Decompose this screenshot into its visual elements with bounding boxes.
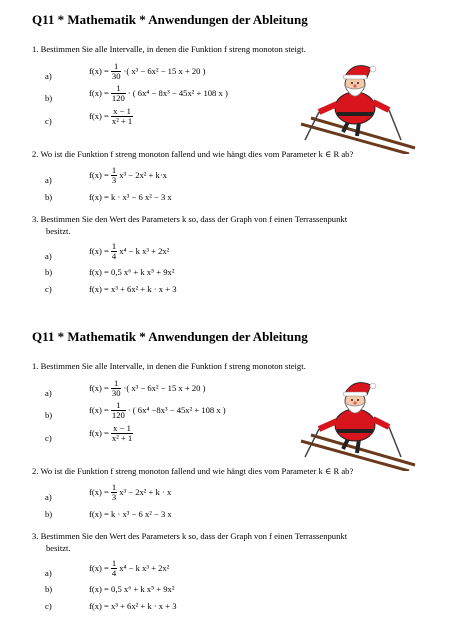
fraction-denominator: 30: [111, 70, 121, 81]
equation-rhs: · ( 6x⁴ − 8x³ − 45x² + 108 x ): [127, 88, 228, 99]
fraction-denominator: 120: [111, 92, 125, 103]
fraction-numerator: 1: [114, 378, 119, 388]
task-1c-equation: [89, 424, 135, 442]
task-1a-label: a): [45, 388, 52, 398]
fraction-numerator: 1: [116, 400, 121, 410]
equation-lhs: f(x) =: [89, 563, 109, 574]
fraction-denominator: 30: [111, 387, 121, 398]
task-3c-label: c): [45, 601, 52, 611]
task-2a-equation: [89, 166, 167, 184]
task-2a-label: a): [45, 175, 52, 185]
fraction: [111, 62, 122, 80]
fraction: [111, 107, 133, 125]
fraction: [111, 84, 126, 102]
task-1c-equation: [89, 107, 135, 125]
task-3a-label: a): [45, 251, 52, 261]
task-2b-label: b): [45, 192, 53, 202]
equation-rhs: x⁴ − k x³ + 2x²: [119, 246, 170, 257]
fraction: [111, 379, 122, 397]
fraction-numerator: x − 1: [113, 423, 131, 433]
fraction-numerator: x − 1: [113, 106, 131, 116]
fraction-denominator: x² + 1: [111, 432, 133, 443]
equation-lhs: f(x) =: [89, 88, 109, 99]
equation-rhs: · ( 6x⁴ −8x³ − 45x² + 108 x ): [127, 405, 226, 416]
fraction-numerator: 1: [111, 241, 117, 251]
equation-lhs: f(x) =: [89, 487, 109, 498]
fraction-numerator: 1: [116, 83, 121, 93]
task-3-text-continued: besitzt.: [46, 226, 71, 236]
task-3b-label: b): [45, 267, 53, 277]
fraction: [111, 559, 117, 577]
equation-rhs: x⁴ − k x³ + 2x²: [119, 563, 170, 574]
fraction-denominator: 120: [111, 409, 125, 420]
task-3c-label: c): [45, 284, 52, 294]
fraction-denominator: 3: [111, 491, 117, 502]
task-2b-equation: f(x) = k · x³ − 6 x² − 3 x: [89, 509, 172, 519]
fraction-denominator: x² + 1: [111, 115, 133, 126]
task-1a-equation: [89, 379, 205, 397]
page-title: Q11 * Mathematik * Anwendungen der Ableitung: [32, 12, 308, 27]
worksheet-bottom: [0, 317, 453, 637]
task-3c-equation: f(x) = x³ + 6x² + k · x + 3: [89, 601, 177, 611]
fraction: [111, 401, 126, 419]
task-1a-equation: [89, 62, 205, 80]
equation-rhs: x³ − 2x² + k·x: [119, 170, 167, 181]
task-1-text: 1. Bestimmen Sie alle Intervalle, in denen die Funktion f streng monoton steigt.: [32, 44, 306, 54]
fraction-numerator: 1: [111, 165, 117, 175]
task-2-text: 2. Wo ist die Funktion f streng monoton fallend und wie hängt dies vom Parameter k ∈ R ab?: [32, 149, 354, 159]
task-3-text: 3. Bestimmen Sie den Wert des Parameters k so, dass der Graph von f einen Terrassenpunkt: [32, 214, 348, 224]
task-1b-label: b): [45, 93, 53, 103]
task-1b-label: b): [45, 410, 53, 420]
task-1-text: 1. Bestimmen Sie alle Intervalle, in denen die Funktion f streng monoton steigt.: [32, 361, 306, 371]
equation-lhs: f(x) =: [89, 428, 109, 439]
task-3a-equation: [89, 559, 169, 577]
equation-rhs: ·( x³ − 6x² − 15 x + 20 ): [123, 383, 206, 394]
task-3a-equation: [89, 242, 169, 260]
task-3b-equation: f(x) = 0,5 x⁶ + k x⁵ + 9x²: [89, 267, 175, 277]
task-1b-equation: [89, 84, 228, 102]
task-1c-label: c): [45, 116, 52, 126]
equation-rhs: x³ − 2x² + k · x: [119, 487, 172, 498]
task-3c-equation: f(x) = x³ + 6x² + k · x + 3: [89, 284, 177, 294]
fraction-numerator: 1: [114, 61, 119, 71]
task-3-text-continued: besitzt.: [46, 543, 71, 553]
task-2a-equation: [89, 483, 171, 501]
task-1c-label: c): [45, 433, 52, 443]
fraction-denominator: 4: [111, 250, 117, 261]
equation-lhs: f(x) =: [89, 246, 109, 257]
equation-lhs: f(x) =: [89, 170, 109, 181]
fraction: [111, 166, 117, 184]
fraction-numerator: 1: [111, 558, 117, 568]
task-2-text: 2. Wo ist die Funktion f streng monoton fallend und wie hängt dies vom Parameter k ∈ R ab?: [32, 466, 354, 476]
task-1b-equation: [89, 401, 226, 419]
santa-skiing-icon: [297, 379, 417, 471]
fraction-numerator: 1: [111, 482, 117, 492]
fraction-denominator: 3: [111, 174, 117, 185]
equation-lhs: f(x) =: [89, 405, 109, 416]
santa-skiing-icon: [297, 62, 417, 154]
task-3-text: 3. Bestimmen Sie den Wert des Parameters k so, dass der Graph von f einen Terrassenpunkt: [32, 531, 348, 541]
equation-lhs: f(x) =: [89, 111, 109, 122]
task-2b-equation: f(x) = k · x³ − 6 x² − 3 x: [89, 192, 172, 202]
fraction-denominator: 4: [111, 567, 117, 578]
task-3b-label: b): [45, 584, 53, 594]
task-2a-label: a): [45, 492, 52, 502]
task-2b-label: b): [45, 509, 53, 519]
task-3b-equation: f(x) = 0,5 x⁶ + k x⁵ + 9x²: [89, 584, 175, 594]
fraction: [111, 424, 133, 442]
equation-lhs: f(x) =: [89, 383, 109, 394]
equation-rhs: ·( x³ − 6x² − 15 x + 20 ): [123, 66, 206, 77]
task-3a-label: a): [45, 568, 52, 578]
task-1a-label: a): [45, 71, 52, 81]
page-title: Q11 * Mathematik * Anwendungen der Ableitung: [32, 329, 308, 344]
fraction: [111, 483, 117, 501]
fraction: [111, 242, 117, 260]
equation-lhs: f(x) =: [89, 66, 109, 77]
